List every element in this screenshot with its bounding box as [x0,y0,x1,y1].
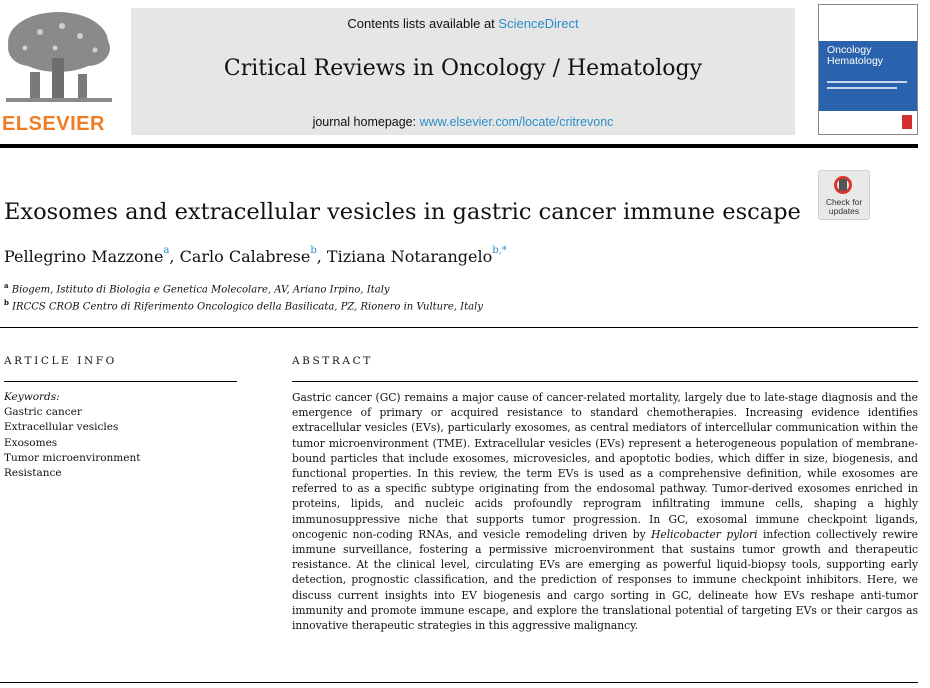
author-list: Pellegrino Mazzone$^a$, Carlo Calabrese$^b$, Tiziana Notarangelo$^{b,*}$ [4,245,507,266]
keywords-block [4,390,140,481]
abstract-heading: ABSTRACT [292,355,373,367]
journal-homepage-link[interactable]: www.elsevier.com/locate/critrevonc [419,115,614,129]
cover-title-line2: Hematology [827,55,884,67]
author-name[interactable]: Carlo Calabrese [179,247,311,266]
keyword: Extracellular vesicles [4,421,119,434]
keywords-label: Keywords: [4,391,60,403]
article-info-rule [4,381,237,382]
keyword: Exosomes [4,436,58,449]
section-divider [0,327,918,328]
affiliation: $^b$ IRCCS CROB Centro di Riferimento Oncologico della Basilicata, PZ, Rionero in Vulture, Italy [4,298,483,313]
species-name: Helicobacter pylori [651,527,758,541]
bottom-divider [0,682,918,683]
author-affiliation-marker[interactable]: b,* [492,245,507,256]
article-title: Exosomes and extracellular vesicles in gastric cancer immune escape [4,199,801,225]
journal-title: Critical Reviews in Oncology / Hematology [223,56,703,81]
keyword: Gastric cancer [4,406,82,419]
affiliation: $^a$ Biogem, Istituto di Biologia e Genetica Molecolare, AV, Ariano Irpino, Italy [4,281,390,296]
keyword: Tumor microenvironment [4,451,141,464]
check-for-updates-label[interactable]: Check for updates [825,197,863,216]
contents-prefix: Contents lists available at [347,16,499,31]
homepage-line [131,115,795,129]
contents-line [131,16,795,31]
abstract-rule [292,381,918,382]
article-info-heading: ARTICLE INFO [4,355,117,367]
abstract-text: Gastric cancer (GC) remains a major cause of cancer-related mortality, largely due to late-stage diagnosis and the emergence of primary or acquired resistance to standard chemotherapies. Increasing evidence identifies extracellular vesicles (EVs), particularly exosomes, as central mediators of intercellular communication within the tumor microenvironment (TME). Extracellular vesicles (EVs) represent a heterogeneous population of membrane-bound particles that include exosomes, microvesicles, and apoptotic bodies, which differ in size, biogenesis, and functional properties. In this review, the term EVs is used as a comprehensive definition, while exosomes are referred to as a specific subtype originating from the endosomal pathway. Tumor-derived exosomes enriched in proteins, lipids, and nucleic acids profoundly reprogram infiltrating immune cells, shaping a highly immunosuppressive niche that supports tumor progression. In GC, exosomal immune checkpoint ligands, oncogenic non-coding RNAs, and vesicle remodeling driven by Helicobacter pylori infection collectively rewire immune surveillance, fostering a permissive microenvironment that sustains tumor growth and therapeutic resistance. At the clinical level, circulating EVs are emerging as powerful liquid-biopsy tools, supporting early detection, prognostic classification, and the prediction of responses to immune checkpoint inhibitors. Here, we discuss current insights into EV biogenesis and cargo sorting in GC, delineate how EVs reshape anti-tumor immunity and promote immune escape, and explore the translational potential of targeting EVs or their cargos as innovative therapeutic strategies in this aggressive malignancy. [292,391,918,633]
author-name[interactable]: Tiziana Notarangelo [326,247,493,266]
keyword: Resistance [4,467,62,480]
sciencedirect-link[interactable]: ScienceDirect [498,16,579,31]
cover-title-line1: Oncology [827,44,872,56]
author-affiliation-marker[interactable]: a [163,245,170,256]
header-divider [0,144,918,148]
journal-cover-thumbnail[interactable] [818,4,918,135]
publisher-name: ELSEVIER [2,113,105,135]
author-name[interactable]: Pellegrino Mazzone [4,247,164,266]
homepage-prefix: journal homepage: [312,115,420,129]
author-affiliation-marker[interactable]: b [310,245,317,256]
